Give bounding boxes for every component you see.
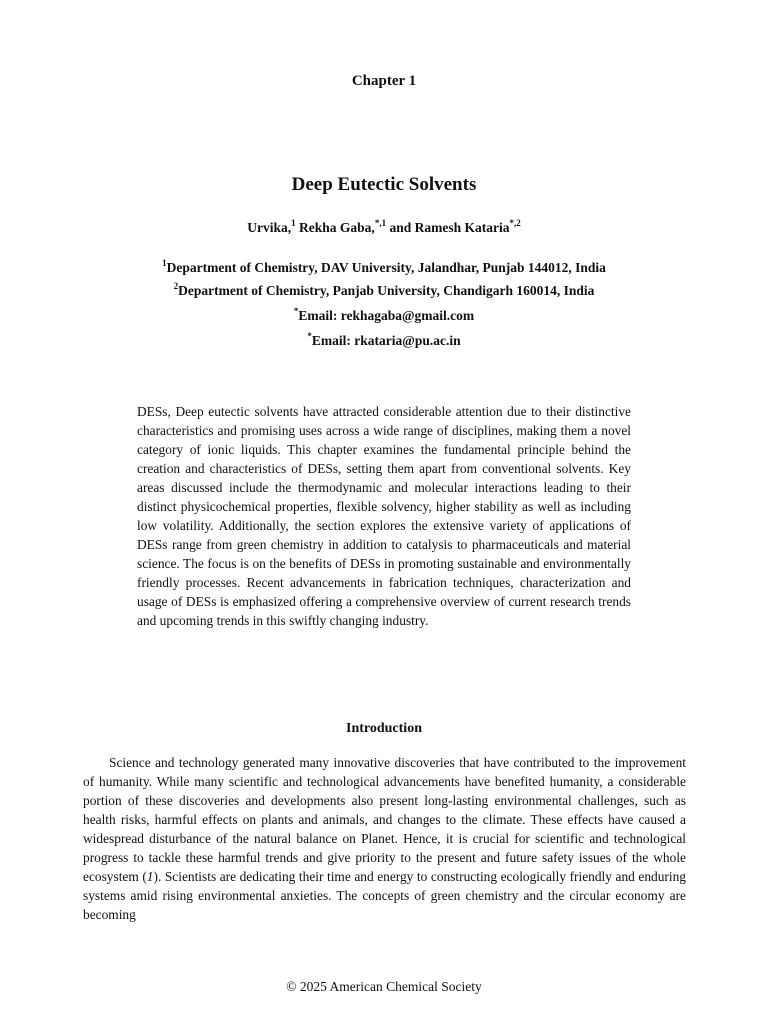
email-text: Email: rekhagaba@gmail.com bbox=[298, 308, 475, 323]
abstract-paragraph: DESs, Deep eutectic solvents have attracted considerable attention due to their distinctive characteristics and promising uses across a wide range of disciplines, making them a novel category of ionic liquids. This chapter examines the fundamental principle behind the creation and characteristics of DESs, setting them apart from conventional solvents. Key areas discussed include the thermodynamic and molecular interactions leading to their distinct physicochemical properties, flexible solvency, higher stability as well as including low volatility. Additionally, the section explores the extensive variety of applications of DESs range from green chemistry in addition to catalysis to pharmaceuticals and material science. The focus is on the benefits of DESs in promoting sustainable and environmentally friendly processes. Recent advancements in fabrication techniques, characterization and usage of DESs is emphasized offering a comprehensive overview of current research trends and upcoming trends in this swiftly changing industry. bbox=[137, 404, 631, 628]
author-affiliation-marker: *,1 bbox=[374, 217, 387, 228]
chapter-title: Deep Eutectic Solvents bbox=[291, 174, 477, 195]
affiliation-text: Department of Chemistry, Panjab University, Chandigarh 160014, India bbox=[178, 283, 595, 298]
introduction-paragraph bbox=[83, 753, 686, 924]
affiliation-2 bbox=[0, 280, 768, 299]
introduction-text-continued: ). Scientists are dedicating their time and energy to constructing ecologically friendly and enduring systems amid rising environmental anxieties. The concepts of green chemistry and the circular economy are becoming bbox=[83, 869, 686, 922]
email-marker: * bbox=[293, 305, 299, 316]
section-heading-introduction: Introduction bbox=[346, 721, 422, 736]
introduction-text: Science and technology generated many innovative discoveries that have contributed to the improvement of humanity. While many scientific and technological advancements have benefited humanity, a considerable portion of these discoveries and developments also present long-lasting environmental challenges, such as health risks, harmful effects on plants and animals, and changes to the climate. These effects have caused a widespread disturbance of the natural balance on Planet. Hence, it is crucial for scientific and technological progress to tackle these harmful trends and give priority to the present and future safety issues of the whole ecosystem ( bbox=[83, 755, 686, 884]
email-2 bbox=[0, 330, 768, 349]
author-list bbox=[0, 217, 768, 236]
affiliation-1 bbox=[0, 257, 768, 276]
affiliation-marker: 1 bbox=[162, 257, 167, 268]
affiliation-text: Department of Chemistry, DAV University, Jalandhar, Punjab 144012, India bbox=[166, 260, 606, 275]
author-affiliation-marker: *,2 bbox=[509, 217, 521, 228]
affiliation-marker: 2 bbox=[173, 280, 179, 291]
author-name: Urvika, bbox=[247, 220, 292, 235]
author-name: Rekha Gaba, bbox=[295, 220, 375, 235]
email-1 bbox=[0, 305, 768, 324]
copyright-footer: © 2025 American Chemical Society bbox=[286, 979, 482, 994]
email-marker: * bbox=[307, 330, 312, 341]
author-name: and Ramesh Kataria bbox=[386, 220, 510, 235]
citation-reference: 1 bbox=[146, 869, 154, 884]
author-affiliation-marker: 1 bbox=[291, 217, 296, 228]
chapter-label: Chapter 1 bbox=[351, 73, 417, 89]
email-text: Email: rkataria@pu.ac.in bbox=[311, 333, 461, 348]
